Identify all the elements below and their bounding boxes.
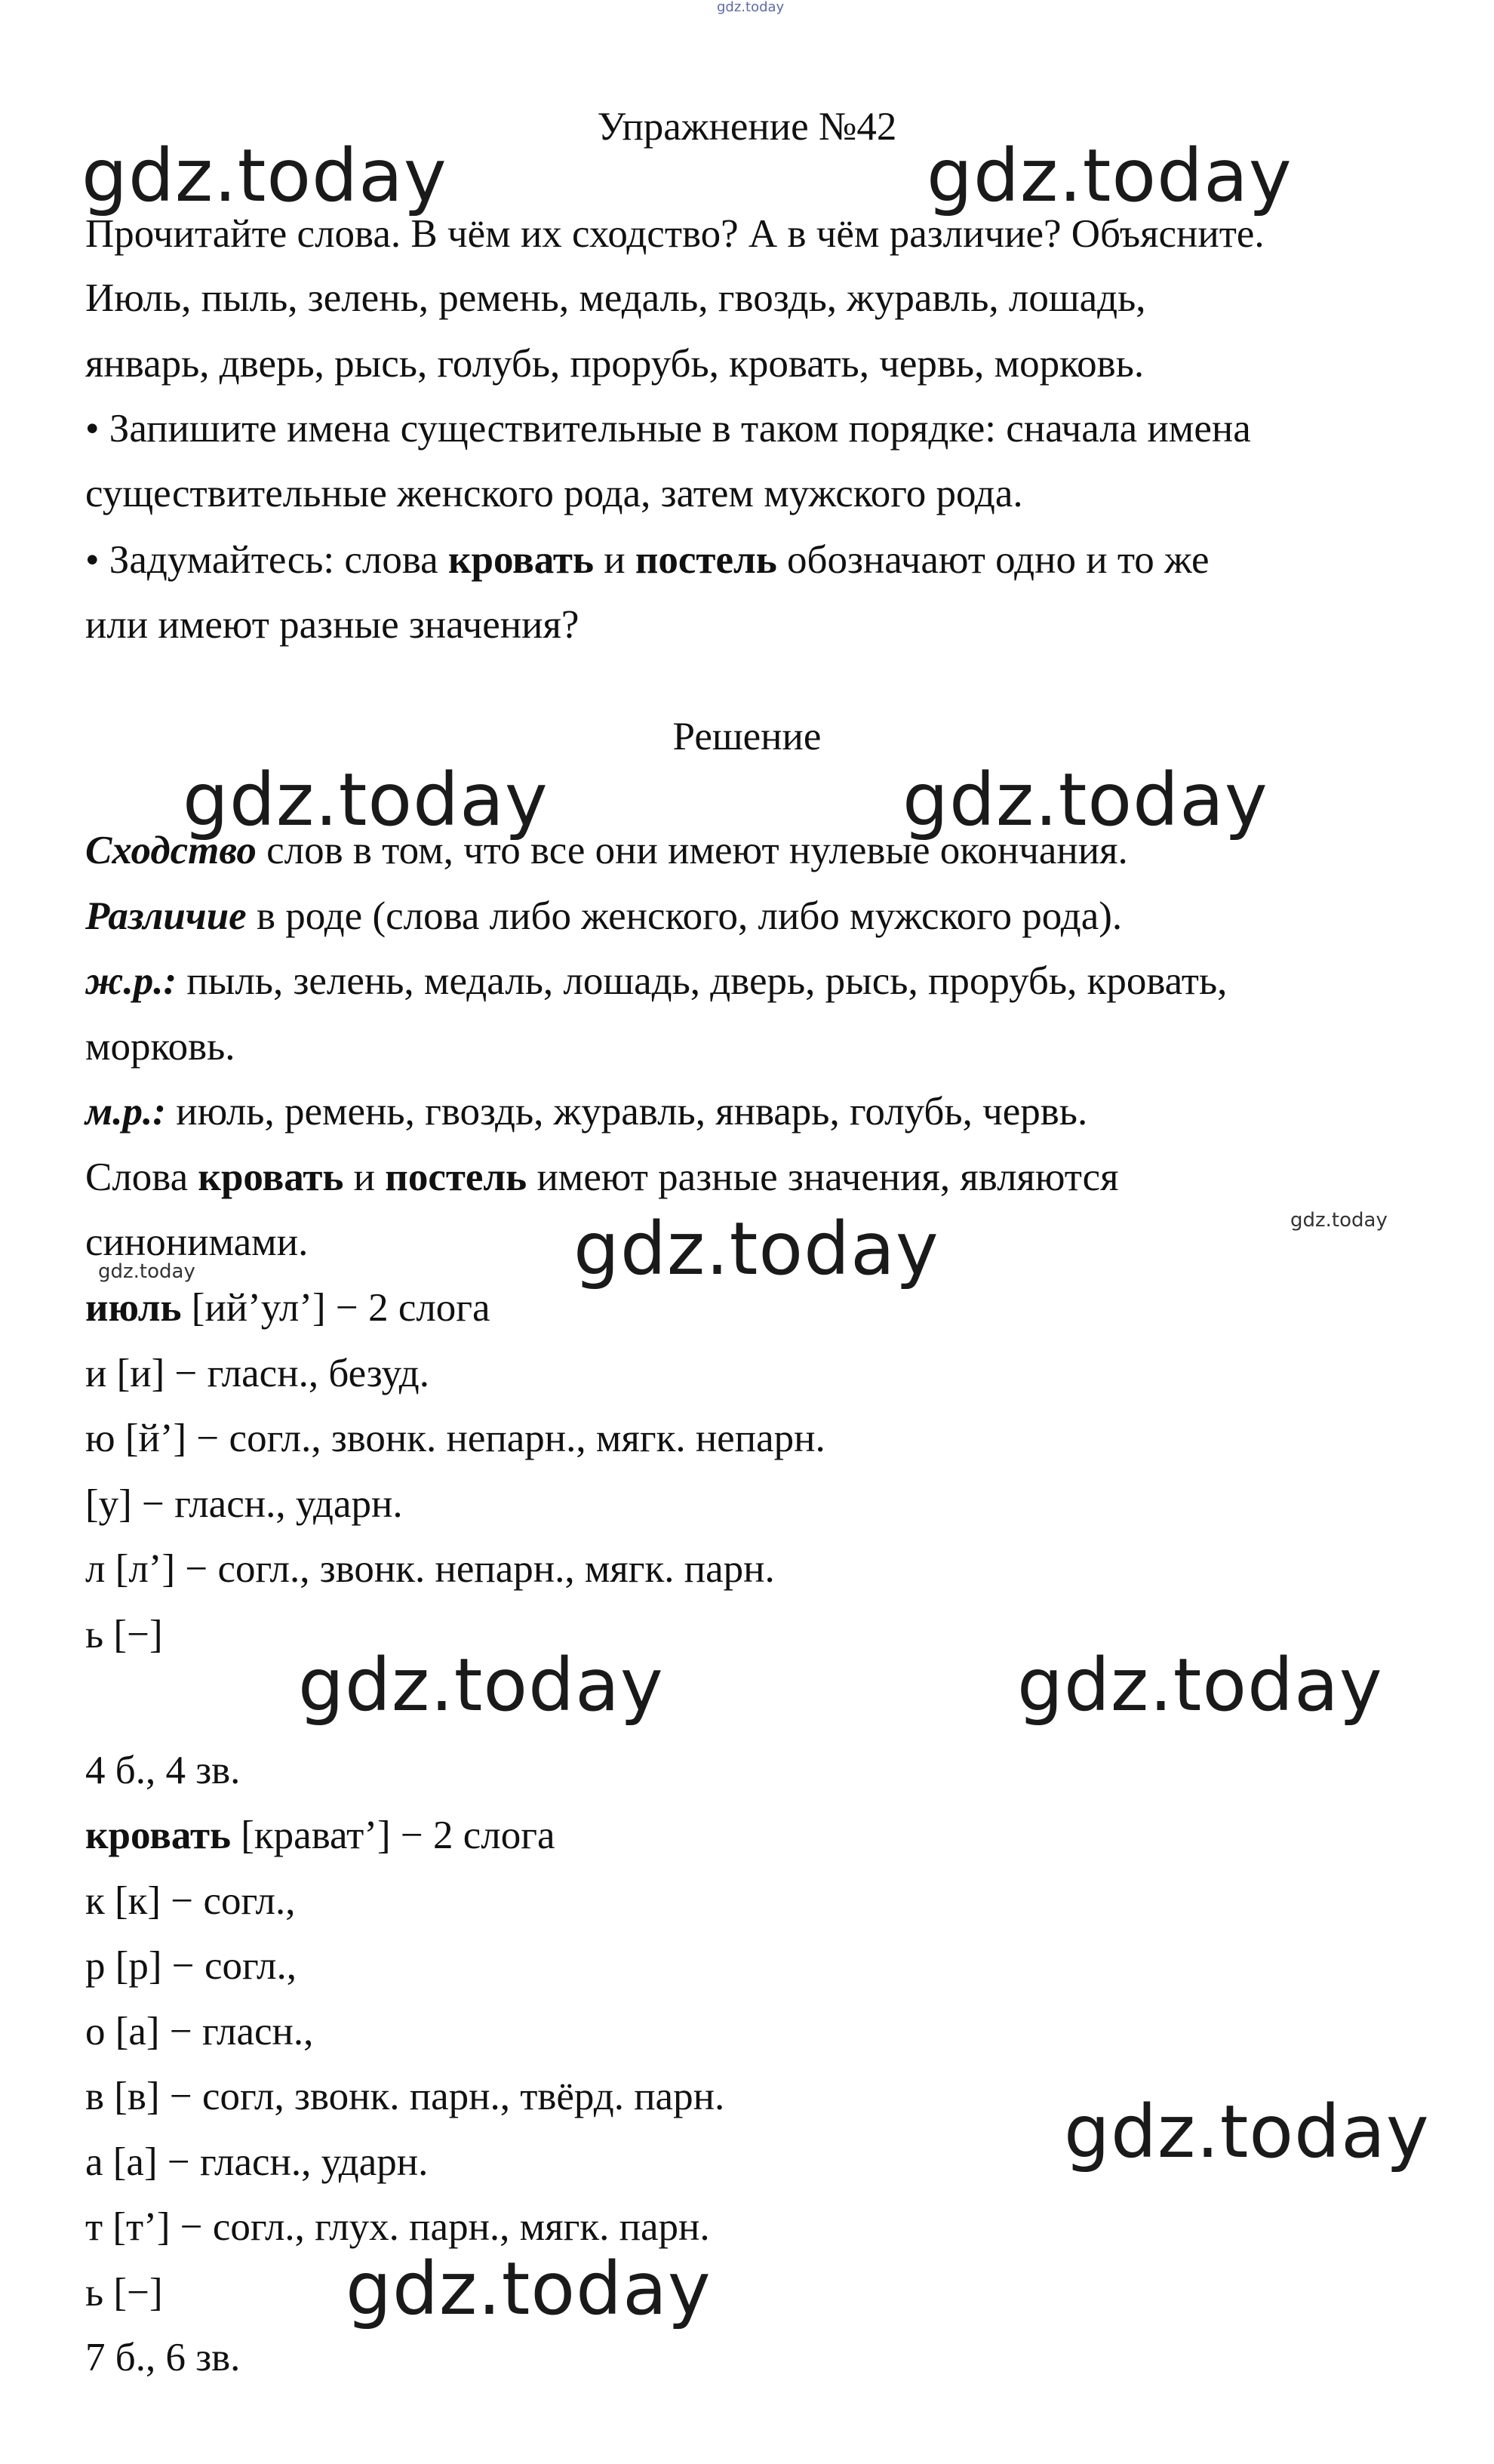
task-think-after: обозначают одно и то же (776, 538, 1210, 582)
analysis1-word: июль (85, 1286, 182, 1330)
task-line: Июль, пыль, зелень, ремень, медаль, гвоздь, журавль, лошадь, (85, 276, 1146, 320)
synonyms-middle: и (343, 1155, 386, 1199)
task-think-before: • Задумайтесь: слова (85, 538, 448, 582)
similarity-line (85, 826, 1128, 875)
analysis2-word: кровать (85, 1813, 232, 1857)
feminine-line (85, 957, 1227, 1005)
task-think-middle: и (593, 538, 635, 582)
analysis2-letter: а [а] − гласн., ударн. (85, 2140, 429, 2184)
analysis2-letter: ь [−] (85, 2271, 163, 2315)
difference-text: в роде (слова либо женского, либо мужского рода). (246, 894, 1123, 938)
synonyms-word-postel: постель (385, 1155, 527, 1199)
analysis1-letter: л [л’] − согл., звонк. непарн., мягк. парн. (85, 1547, 775, 1591)
watermark-small: gdz.today (98, 1260, 195, 1283)
analysis2-letter: в [в] − согл, звонк. парн., твёрд. парн. (85, 2075, 725, 2118)
exercise-title: Упражнение №42 (597, 105, 897, 149)
similarity-label: Сходство (85, 829, 257, 872)
analysis1-letter: ь [−] (85, 1613, 163, 1657)
task-line: Прочитайте слова. В чём их сходство? А в чём различие? Объясните. (85, 212, 1265, 256)
task-think-line (85, 536, 1209, 584)
difference-label: Различие (85, 894, 247, 938)
analysis2-header (85, 1811, 555, 1860)
analysis1-letter: ю [й’] − согл., звонк. непарн., мягк. непарн. (85, 1417, 825, 1460)
watermark: gdz.today (81, 134, 447, 218)
watermark-tiny: gdz.today (717, 0, 785, 15)
task-think-line2: или имеют разные значения? (85, 603, 579, 647)
analysis2-letter: о [а] − гласн., (85, 2010, 314, 2053)
watermark: gdz.today (1064, 2090, 1430, 2174)
synonyms-line (85, 1153, 1119, 1201)
analysis2-count: 7 б., 6 зв. (85, 2336, 241, 2379)
analysis1-transcription: [ий’ул’] − 2 слога (181, 1286, 490, 1330)
analysis1-header (85, 1284, 490, 1332)
solution-title: Решение (672, 715, 822, 758)
synonyms-after: имеют разные значения, являются (527, 1155, 1119, 1199)
analysis1-letter: [у] − гласн., ударн. (85, 1482, 403, 1526)
analysis2-letter: т [т’] − согл., глух. парн., мягк. парн. (85, 2205, 710, 2249)
task-word-postel: постель (635, 538, 777, 582)
masculine-label: м.р.: (85, 1090, 166, 1134)
feminine-line2: морковь. (85, 1025, 235, 1069)
watermark: gdz.today (902, 758, 1268, 842)
watermark: gdz.today (573, 1207, 939, 1291)
watermark: gdz.today (927, 134, 1293, 218)
watermark: gdz.today (346, 2247, 712, 2331)
masculine-text: июль, ремень, гвоздь, журавль, январь, голубь, червь. (165, 1090, 1088, 1134)
watermark: gdz.today (298, 1643, 664, 1727)
synonyms-word-krovat: кровать (198, 1155, 344, 1199)
synonyms-before: Слова (85, 1155, 198, 1199)
task-line: существительные женского рода, затем мужского рода. (85, 472, 1023, 515)
feminine-label: ж.р.: (85, 959, 177, 1003)
feminine-text: пыль, зелень, медаль, лошадь, дверь, рысь, прорубь, кровать, (177, 959, 1228, 1003)
task-line: • Запишите имена существительные в таком порядке: сначала имена (85, 407, 1251, 451)
synonyms-line2: синонимами. (85, 1220, 309, 1264)
analysis2-letter: р [р] − согл., (85, 1944, 297, 1988)
analysis2-letter: к [к] − согл., (85, 1879, 296, 1923)
masculine-line (85, 1087, 1087, 1136)
analysis2-transcription: [крават’] − 2 слога (231, 1813, 555, 1857)
watermark-small: gdz.today (1290, 1209, 1388, 1232)
watermark: gdz.today (183, 758, 549, 842)
analysis1-letter: и [и] − гласн., безуд. (85, 1352, 429, 1395)
task-line: январь, дверь, рысь, голубь, прорубь, кровать, червь, морковь. (85, 342, 1145, 386)
analysis1-count: 4 б., 4 зв. (85, 1749, 241, 1792)
watermark: gdz.today (1017, 1643, 1383, 1727)
task-word-krovat: кровать (447, 538, 594, 582)
difference-line (85, 892, 1122, 940)
similarity-text: слов в том, что все они имеют нулевые окончания. (256, 829, 1128, 872)
